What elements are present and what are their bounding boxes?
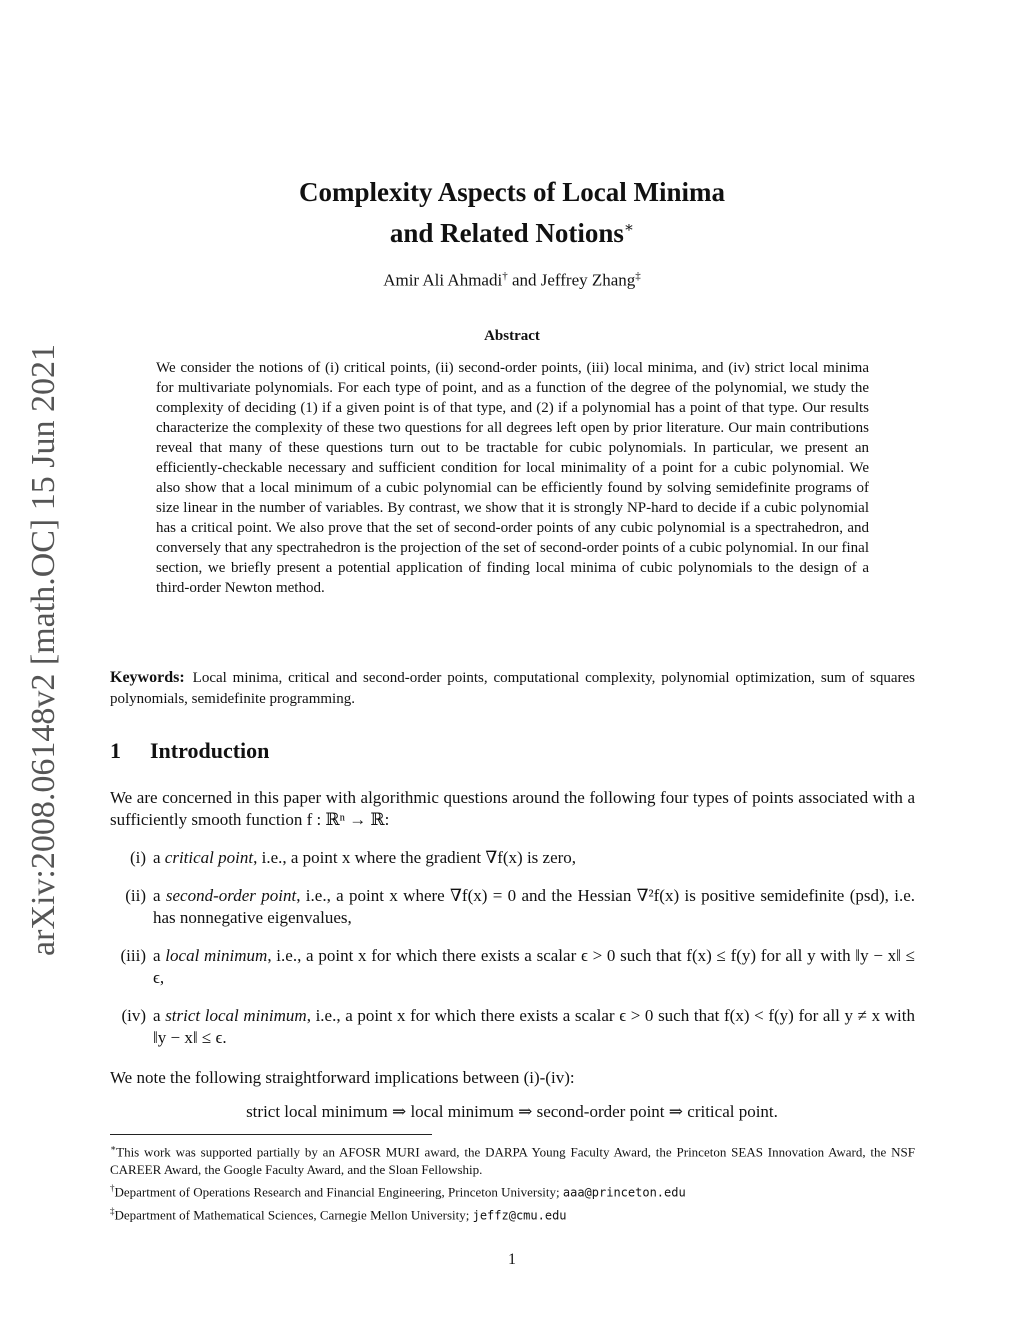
list-marker: (ii) bbox=[125, 886, 146, 905]
list-item bbox=[110, 847, 915, 869]
author-second-mark[interactable]: ‡ bbox=[635, 270, 641, 282]
list-marker: (iii) bbox=[120, 946, 146, 965]
footnote-3-mark: ‡ bbox=[110, 1205, 115, 1216]
author-first-mark[interactable]: † bbox=[502, 270, 508, 282]
list-rest: , i.e., a point x where the gradient ∇f(x) is zero, bbox=[253, 848, 577, 867]
footnote-1-text: This work was supported partially by an AFOSR MURI award, the DARPA Young Faculty Award, the Princeton SEAS Innovation Award, the NSF CAREER Award, the Google Faculty Award, and the Sloan Fellowship. bbox=[110, 1144, 915, 1178]
title-footnote-mark[interactable]: ∗ bbox=[623, 220, 635, 236]
intro-paragraph: We are concerned in this paper with algorithmic questions around the following four types of points associated with a sufficiently smooth function f : ℝⁿ → ℝ: bbox=[110, 788, 915, 829]
list-prefix: a bbox=[153, 886, 166, 905]
footnotes bbox=[110, 1139, 915, 1224]
list-term: local minimum bbox=[165, 946, 268, 965]
list-term: critical point bbox=[164, 848, 254, 867]
author-list bbox=[0, 270, 1024, 291]
paper-title bbox=[0, 174, 1024, 251]
list-prefix: a bbox=[153, 946, 166, 965]
footnote-3-text: Department of Mathematical Sciences, Carnegie Mellon University; bbox=[114, 1206, 473, 1222]
author-connector: and bbox=[507, 270, 541, 290]
list-term: second-order point bbox=[165, 886, 297, 905]
list-item bbox=[110, 945, 915, 989]
list-rest: , i.e., a point x where ∇f(x) = 0 and the Hessian ∇²f(x) is positive semidefinite (psd), i.e. has nonnegative eigenvalues, bbox=[153, 886, 915, 927]
page-number: 1 bbox=[508, 1251, 516, 1268]
point-types-list bbox=[110, 847, 915, 1049]
list-marker: (iv) bbox=[121, 1006, 146, 1025]
footnote-1-mark: ∗ bbox=[110, 1143, 117, 1153]
footnote-3-email-link[interactable]: jeffz@cmu.edu bbox=[472, 1207, 567, 1222]
section-heading-introduction bbox=[110, 738, 269, 764]
list-term: strict local minimum bbox=[165, 1006, 307, 1025]
footnote-3 bbox=[110, 1202, 915, 1224]
footnote-2-email-link[interactable]: aaa@princeton.edu bbox=[562, 1185, 686, 1200]
list-marker: (i) bbox=[129, 848, 146, 867]
list-prefix: a bbox=[153, 1006, 166, 1025]
keywords-text: Local minima, critical and second-order points, computational complexity, polynomial optimization, sum of squares polynomials, semidefinite programming. bbox=[110, 670, 915, 707]
title-line-2 bbox=[0, 210, 1024, 251]
footnote-2-mark: † bbox=[110, 1183, 115, 1194]
abstract-text: We consider the notions of (i) critical points, (ii) second-order points, (iii) local minima, and (iv) strict local minima for multivariate polynomials. For each type of point, and as a function of the degree of the polynomial, we study the complexity of deciding (1) if a given point is of that type, and (2) if a polynomial has a point of that type. Our results characterize the complexity of these two questions for all degrees left open by prior literature. Our main contributions reveal that many of these questions turn out to be tractable for cubic polynomials. In particular, we present an efficiently-checkable necessary and sufficient condition for local minimality of a point for a cubic polynomial. We also show that a local minimum of a cubic polynomial can be efficiently found by solving semidefinite programs of size linear in the number of variables. By contrast, we show that it is strongly NP-hard to decide if a cubic polynomial has a critical point. We also prove that the set of second-order points of any cubic polynomial is a spectrahedron, and conversely that any spectrahedron is the projection of the set of second-order points of a cubic polynomial. In our final section, we briefly present a potential application of finding local minima of cubic polynomials to the design of a third-order Newton method. bbox=[156, 360, 869, 596]
author-first: Amir Ali Ahmadi bbox=[383, 270, 503, 290]
arxiv-identifier-stamp: arXiv:2008.06148v2 [math.OC] 15 Jun 2021 bbox=[25, 344, 62, 956]
list-rest: , i.e., a point x for which there exists a scalar ϵ > 0 such that f(x) ≤ f(y) for all y with ‖y − x‖ ≤ ϵ, bbox=[153, 946, 915, 987]
implications-note: We note the following straightforward implications between (i)-(iv): bbox=[110, 1068, 575, 1087]
author-second: Jeffrey Zhang bbox=[540, 270, 636, 290]
list-rest: , i.e., a point x for which there exists a scalar ϵ > 0 such that f(x) < f(y) for all y ≠ x with ‖y − x‖ ≤ ϵ. bbox=[153, 1006, 916, 1047]
implication-chain: strict local minimum ⇒ local minimum ⇒ second-order point ⇒ critical point. bbox=[246, 1102, 778, 1121]
keywords bbox=[110, 667, 915, 710]
keywords-label: Keywords: bbox=[110, 669, 185, 686]
abstract-heading: Abstract bbox=[484, 328, 540, 344]
footnote-rule bbox=[110, 1134, 432, 1135]
list-item bbox=[110, 1005, 915, 1049]
section-number: 1 bbox=[110, 738, 121, 763]
list-item bbox=[110, 885, 915, 929]
footnote-2-text: Department of Operations Research and Financial Engineering, Princeton University; bbox=[114, 1184, 563, 1200]
list-prefix: a bbox=[153, 848, 165, 867]
footnote-2 bbox=[110, 1179, 915, 1201]
section-title: Introduction bbox=[150, 738, 270, 763]
title-line-1: Complexity Aspects of Local Minima bbox=[299, 177, 725, 207]
title-line-2-text: and Related Notions bbox=[389, 218, 624, 248]
footnote-1 bbox=[110, 1139, 915, 1179]
